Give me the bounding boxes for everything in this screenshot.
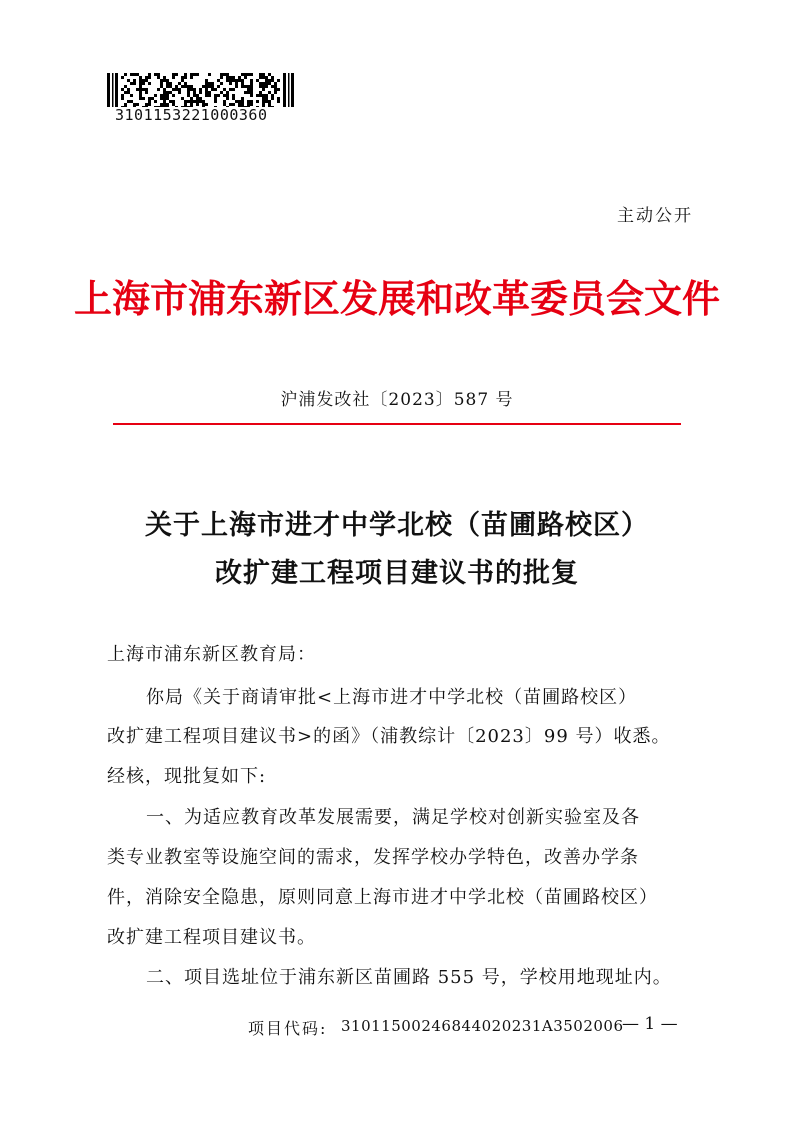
body-line: 类专业教室等设施空间的需求，发挥学校办学特色，改善办学条 xyxy=(107,847,639,868)
body-line: 一、为适应教育改革发展需要，满足学校对创新实验室及各 xyxy=(146,807,640,828)
recipient: 上海市浦东新区教育局： xyxy=(107,644,316,665)
document-title-line-1: 关于上海市进才中学北校（苗圃路校区） xyxy=(145,510,649,541)
project-code-label: 项目代码: xyxy=(248,1019,328,1038)
document-number: 沪浦发改社〔2023〕587 号 xyxy=(280,390,514,410)
body-line: 你局《关于商请审批<上海市进才中学北校（苗圃路校区） xyxy=(146,687,638,708)
body-line: 件，消除安全隐患，原则同意上海市进才中学北校（苗圃路校区） xyxy=(107,887,658,908)
body-line: 改扩建工程项目建议书。 xyxy=(107,927,316,948)
body-line: 二、项目选址位于浦东新区苗圃路 555 号，学校用地现址内。 xyxy=(146,967,672,988)
document-title-line-2: 改扩建工程项目建议书的批复 xyxy=(215,558,579,589)
disclosure-label: 主动公开 xyxy=(617,206,693,226)
page-number: — 1 — xyxy=(622,1014,678,1034)
body-line: 经核，现批复如下: xyxy=(107,766,267,787)
issuer-header: 上海市浦东新区发展和改革委员会文件 xyxy=(73,276,720,321)
red-divider xyxy=(113,423,681,425)
barcode-number: 3101153221000360 xyxy=(115,106,268,124)
barcode xyxy=(107,73,295,107)
body-line: 改扩建工程项目建议书>的函》（浦教综计〔2023〕99 号）收悉。 xyxy=(107,726,671,747)
project-code: 31011500246844020231A3502006 xyxy=(341,1017,624,1035)
